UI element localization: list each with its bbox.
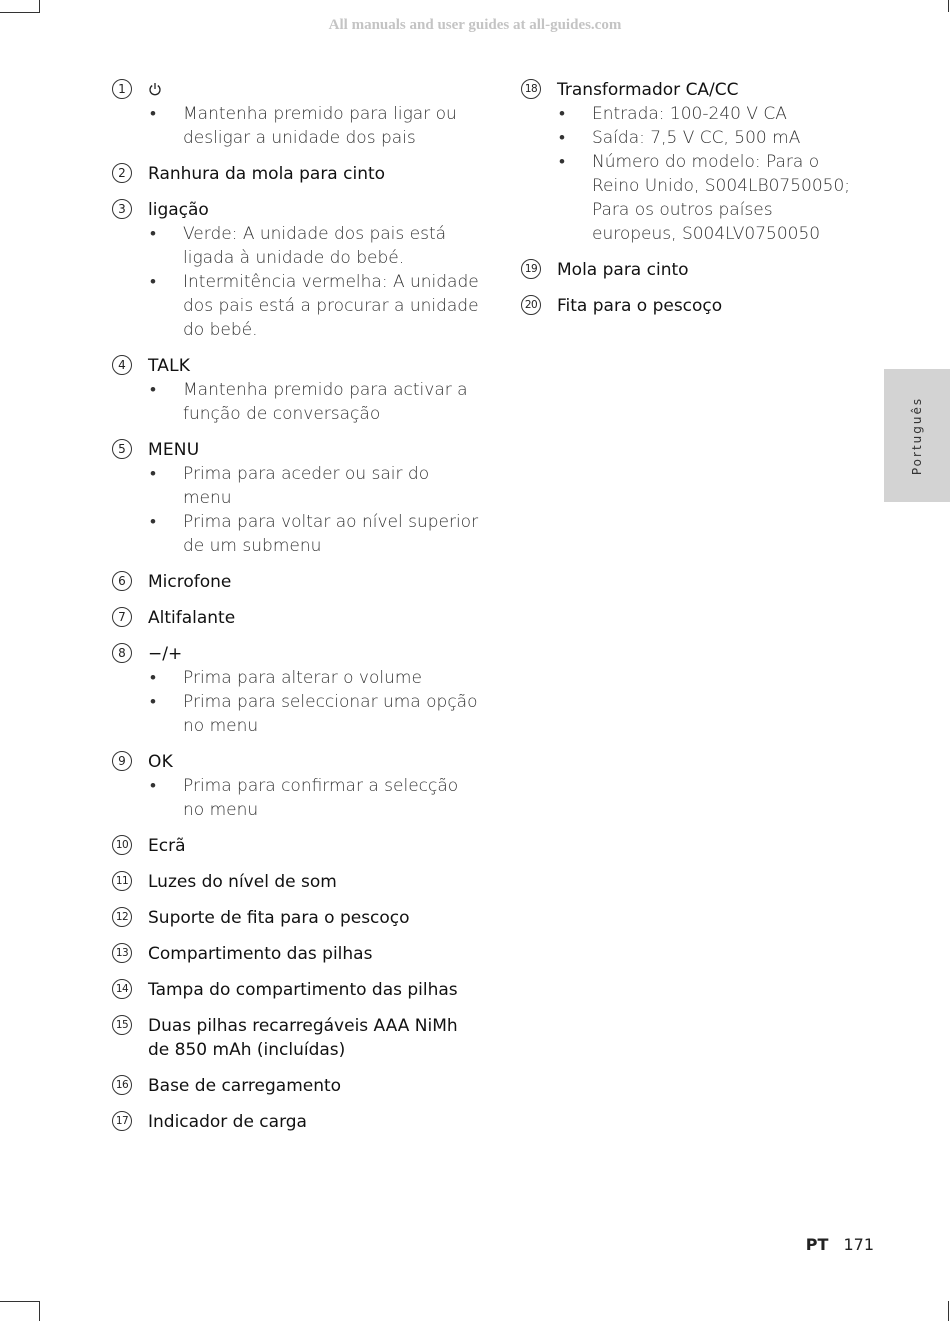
list-item [112,1014,482,1062]
bullet-item: • Prima para seleccionar uma opção no menu [148,690,482,738]
page-footer [806,1235,874,1254]
item-title [148,606,482,630]
list-item [112,198,482,342]
item-number-badge: 7 [112,607,132,627]
right-column [521,78,851,330]
list-item [112,942,482,966]
item-number-badge: 8 [112,643,132,663]
item-title [148,942,482,966]
list-item [112,570,482,594]
list-item [112,162,482,186]
item-title-text: Mola para cinto [557,260,689,280]
item-title-text: Transformador CA/CC [557,80,739,100]
item-title-text: Tampa do compartimento das pilhas [148,980,458,1000]
bullet-list [557,102,851,246]
item-number-badge: 12 [112,907,132,927]
item-title [148,642,482,666]
item-number-badge: 1 [112,79,132,99]
bullet-item: • Mantenha premido para ligar ou desligar a unidade dos pais [148,102,482,150]
item-title-text: Compartimento das pilhas [148,944,373,964]
bullet-item: • Prima para confirmar a selecção no menu [148,774,482,822]
bullet-list [148,774,482,822]
bullet-item: • Intermitência vermelha: A unidade dos pais está a procurar a unidade do bebé. [148,270,482,342]
item-title-text: MENU [148,440,200,460]
item-number-badge: 6 [112,571,132,591]
item-number-badge: 18 [521,79,541,99]
bullet-item: • Entrada: 100-240 V CA [557,102,851,126]
item-number-badge: 19 [521,259,541,279]
item-title [148,978,482,1002]
bullet-list [148,666,482,738]
item-number-badge: 10 [112,835,132,855]
item-title-text: ligação [148,200,209,220]
crop-mark [0,12,40,13]
item-title [148,870,482,894]
power-icon [148,79,162,93]
item-number-badge: 14 [112,979,132,999]
crop-mark [0,1301,40,1302]
page-number: 171 [843,1235,874,1254]
crop-mark [39,0,40,12]
item-title [148,750,482,774]
item-title [148,834,482,858]
list-item [112,870,482,894]
left-column [112,78,482,1146]
item-number-badge: 13 [112,943,132,963]
bullet-list [148,102,482,150]
footer-language: PT [805,1235,829,1254]
item-number-badge: 16 [112,1075,132,1095]
item-title-text: Indicador de carga [148,1112,307,1132]
list-item [112,978,482,1002]
item-title-text: Ecrã [148,836,186,856]
item-title [557,258,851,282]
item-title [148,906,482,930]
item-title [148,78,482,102]
language-tab [884,369,950,502]
watermark: All manuals and user guides at all-guides.com [328,17,622,33]
item-number-badge: 15 [112,1015,132,1035]
list-item [112,750,482,822]
crop-mark [948,1301,949,1321]
item-title [148,162,482,186]
item-title-text: Fita para o pescoço [557,296,723,316]
list-item [112,354,482,426]
item-title-text: −/+ [148,644,183,664]
item-title [148,1074,482,1098]
list-item [112,906,482,930]
list-item [521,258,851,282]
crop-mark [39,1301,40,1321]
item-title [148,438,482,462]
item-title [148,1014,482,1062]
item-number-badge: 3 [112,199,132,219]
item-title-text: Duas pilhas recarregáveis AAA NiMh de 850 mAh (incluídas) [148,1016,458,1060]
bullet-item: • Prima para voltar ao nível superior de um submenu [148,510,482,558]
item-title-text: Base de carregamento [148,1076,342,1096]
item-number-badge: 11 [112,871,132,891]
bullet-item: • Prima para aceder ou sair do menu [148,462,482,510]
language-tab-label: Português [910,396,924,475]
item-title [148,570,482,594]
item-title-text: OK [148,752,173,772]
list-item [112,1074,482,1098]
bullet-item: • Prima para alterar o volume [148,666,482,690]
bullet-item: • Mantenha premido para activar a função de conversação [148,378,482,426]
list-item [112,438,482,558]
list-item [112,1110,482,1134]
item-number-badge: 2 [112,163,132,183]
list-item [521,294,851,318]
item-title [148,198,482,222]
bullet-item: • Saída: 7,5 V CC, 500 mA [557,126,851,150]
item-title [557,294,851,318]
item-title-text: TALK [148,356,191,376]
item-title [148,354,482,378]
list-item [112,642,482,738]
crop-mark [948,0,949,12]
item-number-badge: 20 [521,295,541,315]
bullet-item: • Número do modelo: Para o Reino Unido, S004LB0750050; Para os outros países europeus, S004LV0750050 [557,150,851,246]
item-title-text: Luzes do nível de som [148,872,337,892]
item-number-badge: 4 [112,355,132,375]
bullet-item: • Verde: A unidade dos pais está ligada à unidade do bebé. [148,222,482,270]
item-title [148,1110,482,1134]
item-title [557,78,851,102]
bullet-list [148,378,482,426]
item-title-text: Microfone [148,572,232,592]
item-number-badge: 5 [112,439,132,459]
item-title-text: Ranhura da mola para cinto [148,164,386,184]
item-number-badge: 9 [112,751,132,771]
list-item [112,606,482,630]
item-title-text: Suporte de fita para o pescoço [148,908,410,928]
list-item [112,78,482,150]
item-title-text: Altifalante [148,608,236,628]
bullet-list [148,222,482,342]
bullet-list [148,462,482,558]
list-item [112,834,482,858]
list-item [521,78,851,246]
item-number-badge: 17 [112,1111,132,1131]
